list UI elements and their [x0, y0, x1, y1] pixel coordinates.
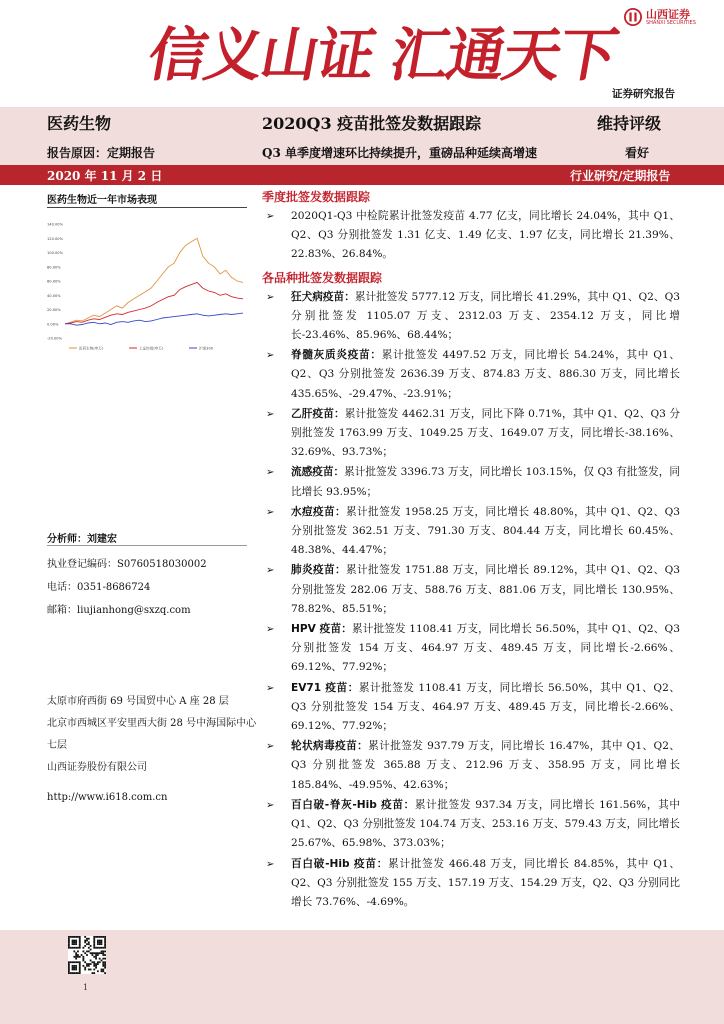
vaccine-detail: 累计批签发 3396.73 万支，同比增长 103.15%，仅 Q3 有批签发，同比增长 93.95%； — [291, 466, 681, 498]
legend-label: 上证综指(申万) — [139, 346, 164, 351]
divider — [47, 207, 247, 208]
analyst-name: 分析师：刘建宏 — [47, 534, 117, 545]
email[interactable]: 邮箱：liujianhong@sxzq.com — [47, 605, 191, 616]
page-number: 1 — [83, 983, 89, 992]
address-block — [47, 691, 257, 809]
vaccine-item — [262, 346, 680, 404]
license-number: 执业登记编码：S0760518030002 — [47, 559, 207, 570]
series-line — [65, 282, 243, 323]
website-link[interactable]: http://www.i618.com.cn — [47, 792, 168, 803]
rating: 维持评级 — [597, 114, 662, 133]
vaccine-item — [262, 796, 680, 854]
chart-title: 医药生物近一年市场表现 — [47, 195, 157, 206]
vaccine-detail: 累计批签发 1958.25 万支，同比增长 48.80%，其中 Q1、Q2、Q3 分别批签发 362.51 万支、791.30 万支、804.44 万支，同比增长 60.45%、48.38%、44.47%； — [291, 505, 681, 557]
vaccine-name: 轮状病毒疫苗： — [291, 740, 369, 753]
phone: 电话：0351-8686724 — [47, 582, 151, 593]
legend-label: 沪深300 — [199, 346, 214, 351]
report-category: 行业研究/定期报告 — [570, 169, 671, 183]
y-tick-label: 140.00% — [47, 222, 63, 227]
address-taiyuan: 太原市府西街 69 号国贸中心 A 座 28 层 — [47, 696, 229, 707]
brand-slogan: 信义山证 汇通天下 — [143, 21, 622, 89]
y-tick-label: 80.00% — [47, 265, 61, 270]
vaccine-item — [262, 405, 680, 463]
vaccine-name: 百白破-Hib 疫苗： — [291, 857, 389, 870]
y-tick-label: 120.00% — [47, 236, 63, 241]
y-tick-label: 0.00% — [47, 322, 59, 327]
vaccine-detail: 累计批签发 937.79 万支，同比增长 16.47%，其中 Q1、Q2、Q3 分别批签发 365.88 万支、212.96 万支、358.95 万支，同比增长 185.84%、-49.95%、42.63%； — [291, 740, 681, 791]
report-reason: 报告原因：定期报告 — [47, 146, 156, 160]
vaccine-detail: 累计批签发 466.48 万支，同比增长 84.85%，其中 Q1、Q2、Q3 分别批签发 155 万支、157.19 万支、154.29 万支，Q2、Q3 分别同比增长 73.76%、-4.69%。 — [291, 857, 681, 908]
y-tick-label: 60.00% — [47, 279, 61, 284]
section-heading: 各品种批签发数据跟踪 — [262, 270, 383, 285]
bullet-icon: ➢ — [266, 565, 275, 577]
document-type: 证券研究报告 — [612, 88, 675, 100]
vaccine-name: 水痘疫苗： — [291, 505, 347, 518]
bullet-icon: ➢ — [266, 624, 275, 636]
vaccine-detail: 累计批签发 937.34 万支，同比增长 161.56%，其中 Q1、Q2、Q3 分别批签发 104.74 万支、253.16 万支、579.43 万支，同比增长 25.67%、65.98%、373.03%； — [291, 798, 681, 850]
legend-label: 医药生物(申万) — [79, 346, 104, 351]
bullet-icon: ➢ — [266, 741, 275, 753]
vaccine-name: 乙肝疫苗： — [291, 407, 345, 420]
market-performance-chart — [47, 220, 247, 355]
vaccine-name: 流感疫苗： — [291, 466, 345, 479]
footer-band — [0, 930, 724, 1024]
vaccine-item — [262, 620, 680, 678]
address-beijing: 北京市西城区平安里西大街 28 号中海国际中心七层 — [47, 718, 257, 751]
vaccine-item — [262, 855, 680, 913]
vaccine-item — [262, 737, 680, 795]
vaccine-name: 狂犬病疫苗： — [291, 290, 355, 303]
summary-item — [262, 207, 680, 265]
report-date: 2020 年 11 月 2 日 — [47, 169, 163, 183]
rating-view: 看好 — [625, 146, 650, 160]
qr-code-icon[interactable] — [68, 936, 106, 974]
y-tick-label: 40.00% — [47, 293, 61, 298]
bullet-icon: ➢ — [266, 858, 275, 870]
bullet-icon: ➢ — [266, 291, 275, 303]
report-title: 2020Q3 疫苗批签发数据跟踪 — [262, 114, 482, 133]
vaccine-detail: 累计批签发 4462.31 万支，同比下降 0.71%，其中 Q1、Q2、Q3 分别批签发 1763.99 万支、1049.25 万支、1649.07 万支，同比增长-38.16%、32.69%、93.73%； — [291, 407, 680, 459]
vaccine-detail: 累计批签发 1108.41 万支，同比增长 56.50%，其中 Q1、Q2、Q3 分别批签发 154 万支、464.97 万支、489.45 万支，同比增长-2.66%、69.12%、77.92%； — [291, 623, 680, 674]
bullet-icon: ➢ — [266, 467, 275, 479]
vaccine-detail: 累计批签发 5777.12 万支，同比增长 41.29%，其中 Q1、Q2、Q3 分别批签发 1105.07 万支、2312.03 万支、2354.12 万支，同比增长-23.46%、85.96%、68.44%； — [291, 290, 680, 342]
logo-subtext: SHANXI SECURITIES — [646, 19, 696, 26]
bullet-icon: ➢ — [266, 682, 275, 694]
bullet-icon: ➢ — [266, 350, 275, 362]
vaccine-item — [262, 679, 680, 737]
report-subtitle: Q3 单季度增速环比持续提升，重磅品种延续高增速 — [262, 146, 537, 160]
vaccine-list — [262, 288, 680, 913]
vaccine-item — [262, 561, 680, 619]
vaccine-name: HPV 疫苗： — [291, 623, 352, 636]
vaccine-item — [262, 288, 680, 346]
bullet-icon: ➢ — [266, 211, 275, 222]
series-line — [65, 238, 243, 323]
vaccine-item — [262, 503, 680, 561]
summary-text: 2020Q1-Q3 中检院累计批签发疫苗 4.77 亿支，同比增长 24.04%，其中 Q1、Q2、Q3 分别批签发 1.31 亿支、1.49 亿支、1.97 亿支，同比增长 21.39%、22.83%、26.84%。 — [291, 210, 680, 261]
bullet-icon: ➢ — [266, 506, 275, 518]
y-tick-label: 100.00% — [47, 251, 63, 255]
vaccine-name: EV71 疫苗： — [291, 681, 359, 694]
y-tick-label: 20.00% — [47, 308, 61, 312]
bullet-icon: ➢ — [266, 799, 275, 811]
report-body — [262, 184, 680, 913]
vaccine-detail: 累计批签发 4497.52 万支，同比增长 54.24%，其中 Q1、Q2、Q3 分别批签发 2636.39 万支、874.83 万支、886.30 万支，同比增长 435.65%、-29.47%、-23.91%； — [291, 349, 681, 400]
bullet-icon: ➢ — [266, 408, 275, 420]
vaccine-name: 百白破-脊灰-Hib 疫苗： — [291, 798, 415, 811]
y-tick-label: -20.00% — [47, 336, 62, 341]
logo-mark-icon — [624, 8, 642, 26]
vaccine-name: 脊髓灰质炎疫苗： — [291, 349, 382, 362]
vaccine-item — [262, 463, 680, 501]
vaccine-detail: 累计批签发 1108.41 万支，同比增长 56.50%，其中 Q1、Q2、Q3 分别批签发 154 万支、464.97 万支、489.45 万支，同比增长-2.66%、69.12%、77.92%； — [291, 681, 680, 733]
vaccine-detail: 累计批签发 1751.88 万支，同比增长 89.12%，其中 Q1、Q2、Q3 分别批签发 282.06 万支、588.76 万支、881.06 万支，同比增长 130.95%、78.82%、85.51%； — [291, 564, 681, 615]
company-name: 山西证券股份有限公司 — [47, 762, 147, 773]
section-heading: 季度批签发数据跟踪 — [262, 190, 371, 204]
vaccine-name: 肺炎疫苗： — [291, 564, 347, 577]
divider — [47, 545, 247, 546]
logo-text: 山西证券 — [646, 7, 690, 21]
company-logo — [624, 8, 696, 26]
industry-name: 医药生物 — [47, 114, 112, 133]
